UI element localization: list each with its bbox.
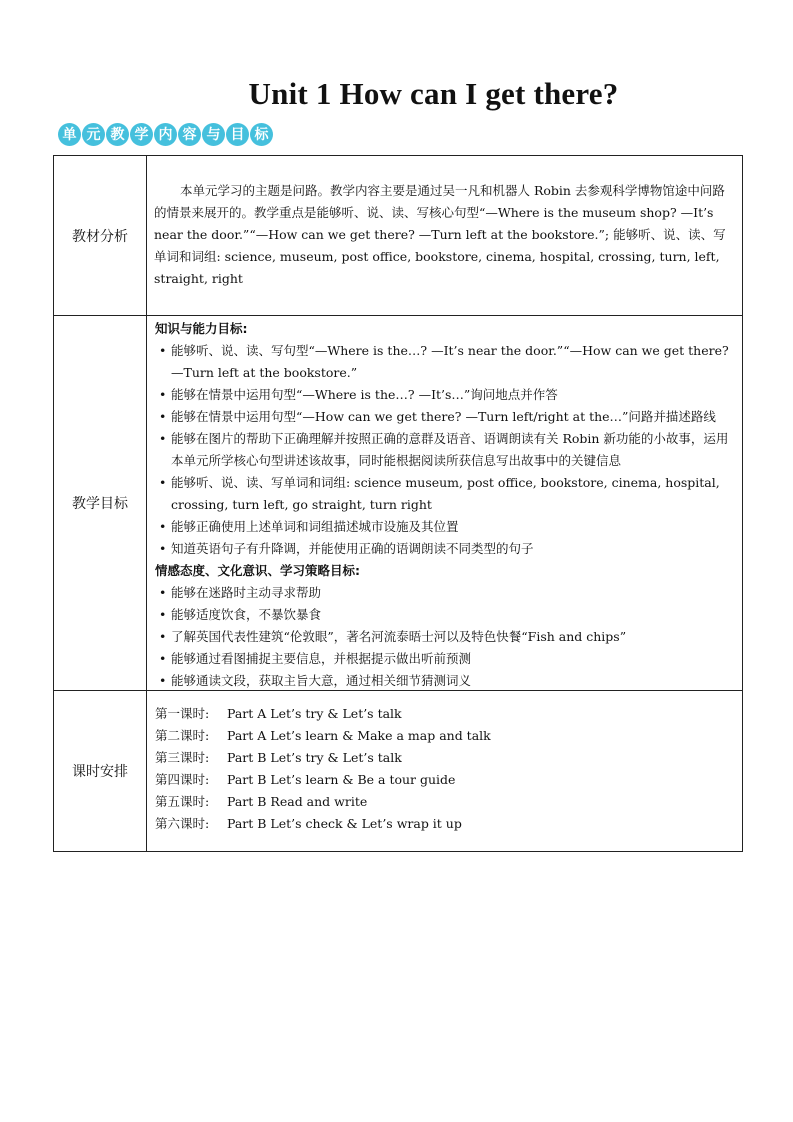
bullet: •: [159, 585, 167, 600]
list-item: [155, 472, 736, 516]
bullet: •: [159, 343, 167, 358]
lesson-period: 第五课时:: [155, 794, 210, 809]
bullet: •: [159, 387, 167, 402]
list-item: [155, 428, 736, 472]
knowledge-heading: 知识与能力目标:: [155, 321, 248, 336]
bullet: •: [159, 409, 167, 424]
list-item: [155, 604, 736, 626]
goals-cell: [147, 316, 743, 691]
lesson-period: 第四课时:: [155, 772, 210, 787]
lesson-content: Part B Let’s try & Let’s talk: [227, 750, 402, 765]
document-title: [0, 76, 793, 112]
lesson-row: [155, 791, 736, 813]
list-item-text: 能够听、说、读、写句型“—Where is the…? —It’s near the door.”“—How can we get there? —Turn left at the bookstore.”: [171, 343, 729, 380]
list-item-text: 知道英语句子有升降调，并能使用正确的语调朗读不同类型的句子: [171, 541, 534, 556]
list-item: [155, 626, 736, 648]
list-item-text: 能够在迷路时主动寻求帮助: [171, 585, 322, 600]
analysis-text: 本单元学习的主题是问路。教学内容主要是通过吴一凡和机器人 Robin 去参观科学博物馆途中问路的情景来展开的。教学重点是能够听、说、读、写核心句型“—Where is the museum shop? —It’s near the door.”“—How can we get there? —Turn left at the bookstore.”; 能够听、说、读、写单词和词组: science, museum, post office, bookstore, cinema, hospital, crossing, turn, left, straight, right: [154, 183, 726, 286]
list-item: [155, 340, 736, 384]
lesson-content: Part A Let’s learn & Make a map and talk: [227, 728, 491, 743]
lesson-row: [155, 769, 736, 791]
list-item-text: 能够通过看图捕捉主要信息，并根据提示做出听前预测: [171, 651, 472, 666]
list-item-text: 能够在情景中运用句型“—How can we get there? —Turn left/right at the…”问路并描述路线: [171, 409, 716, 424]
bullet: •: [159, 475, 167, 490]
list-item-text: 能够在图片的帮助下正确理解并按照正确的意群及语音、语调朗读有关 Robin 新功能的小故事，运用本单元所学核心句型讲述该故事，同时能根据阅读所获信息写出故事中的关键信息: [171, 431, 729, 468]
list-item: [155, 648, 736, 670]
section-badge: 内: [154, 123, 177, 146]
section-badge: 目: [226, 123, 249, 146]
schedule-cell: [147, 691, 743, 852]
lesson-period: 第一课时:: [155, 706, 210, 721]
table-row-analysis: [54, 156, 743, 316]
bullet: •: [159, 431, 167, 446]
row-label-goals: 教学目标: [54, 316, 147, 691]
table-row-schedule: [54, 691, 743, 852]
section-heading-badges: [58, 123, 273, 146]
list-item-text: 能够在情景中运用句型“—Where is the…? —It’s…”询问地点并作答: [171, 387, 558, 402]
row-label-analysis: 教材分析: [54, 156, 147, 316]
lesson-row: [155, 813, 736, 835]
bullet: •: [159, 651, 167, 666]
section-badge: 单: [58, 123, 81, 146]
list-item-text: 能够听、说、读、写单词和词组: science museum, post office, bookstore, cinema, hospital, crossing, turn left, go straight, turn right: [171, 475, 720, 512]
list-item-text: 能够通读文段，获取主旨大意，通过相关细节猜测词义: [171, 673, 472, 688]
analysis-cell: [147, 156, 743, 316]
list-item-text: 了解英国代表性建筑“伦敦眼”，著名河流泰晤士河以及特色快餐“Fish and chips”: [171, 629, 627, 644]
lesson-content: Part B Let’s check & Let’s wrap it up: [227, 816, 462, 831]
section-badge: 容: [178, 123, 201, 146]
lesson-period: 第三课时:: [155, 750, 210, 765]
lesson-row: [155, 725, 736, 747]
section-badge: 与: [202, 123, 225, 146]
list-item-text: 能够正确使用上述单词和词组描述城市设施及其位置: [171, 519, 459, 534]
row-label-schedule: 课时安排: [54, 691, 147, 852]
lesson-row: [155, 747, 736, 769]
section-badge: 元: [82, 123, 105, 146]
lesson-content: Part B Let’s learn & Be a tour guide: [227, 772, 456, 787]
bullet: •: [159, 519, 167, 534]
bullet: •: [159, 629, 167, 644]
table-row-goals: [54, 316, 743, 691]
list-item: [155, 538, 736, 560]
lesson-content: Part A Let’s try & Let’s talk: [227, 706, 402, 721]
list-item: [155, 406, 736, 428]
list-item: [155, 384, 736, 406]
list-item-text: 能够适度饮食，不暴饮暴食: [171, 607, 322, 622]
bullet: •: [159, 673, 167, 688]
list-item: [155, 582, 736, 604]
list-item: [155, 670, 736, 692]
bullet: •: [159, 607, 167, 622]
section-badge: 学: [130, 123, 153, 146]
document-title-text: Unit 1 How can I get there?: [248, 76, 619, 111]
section-badge: 标: [250, 123, 273, 146]
lesson-content: Part B Read and write: [227, 794, 368, 809]
attitude-heading: 情感态度、文化意识、学习策略目标:: [155, 563, 360, 578]
unit-plan-table: [53, 155, 743, 852]
list-item: [155, 516, 736, 538]
section-badge: 教: [106, 123, 129, 146]
bullet: •: [159, 541, 167, 556]
lesson-period: 第二课时:: [155, 728, 210, 743]
lesson-row: [155, 703, 736, 725]
lesson-period: 第六课时:: [155, 816, 210, 831]
